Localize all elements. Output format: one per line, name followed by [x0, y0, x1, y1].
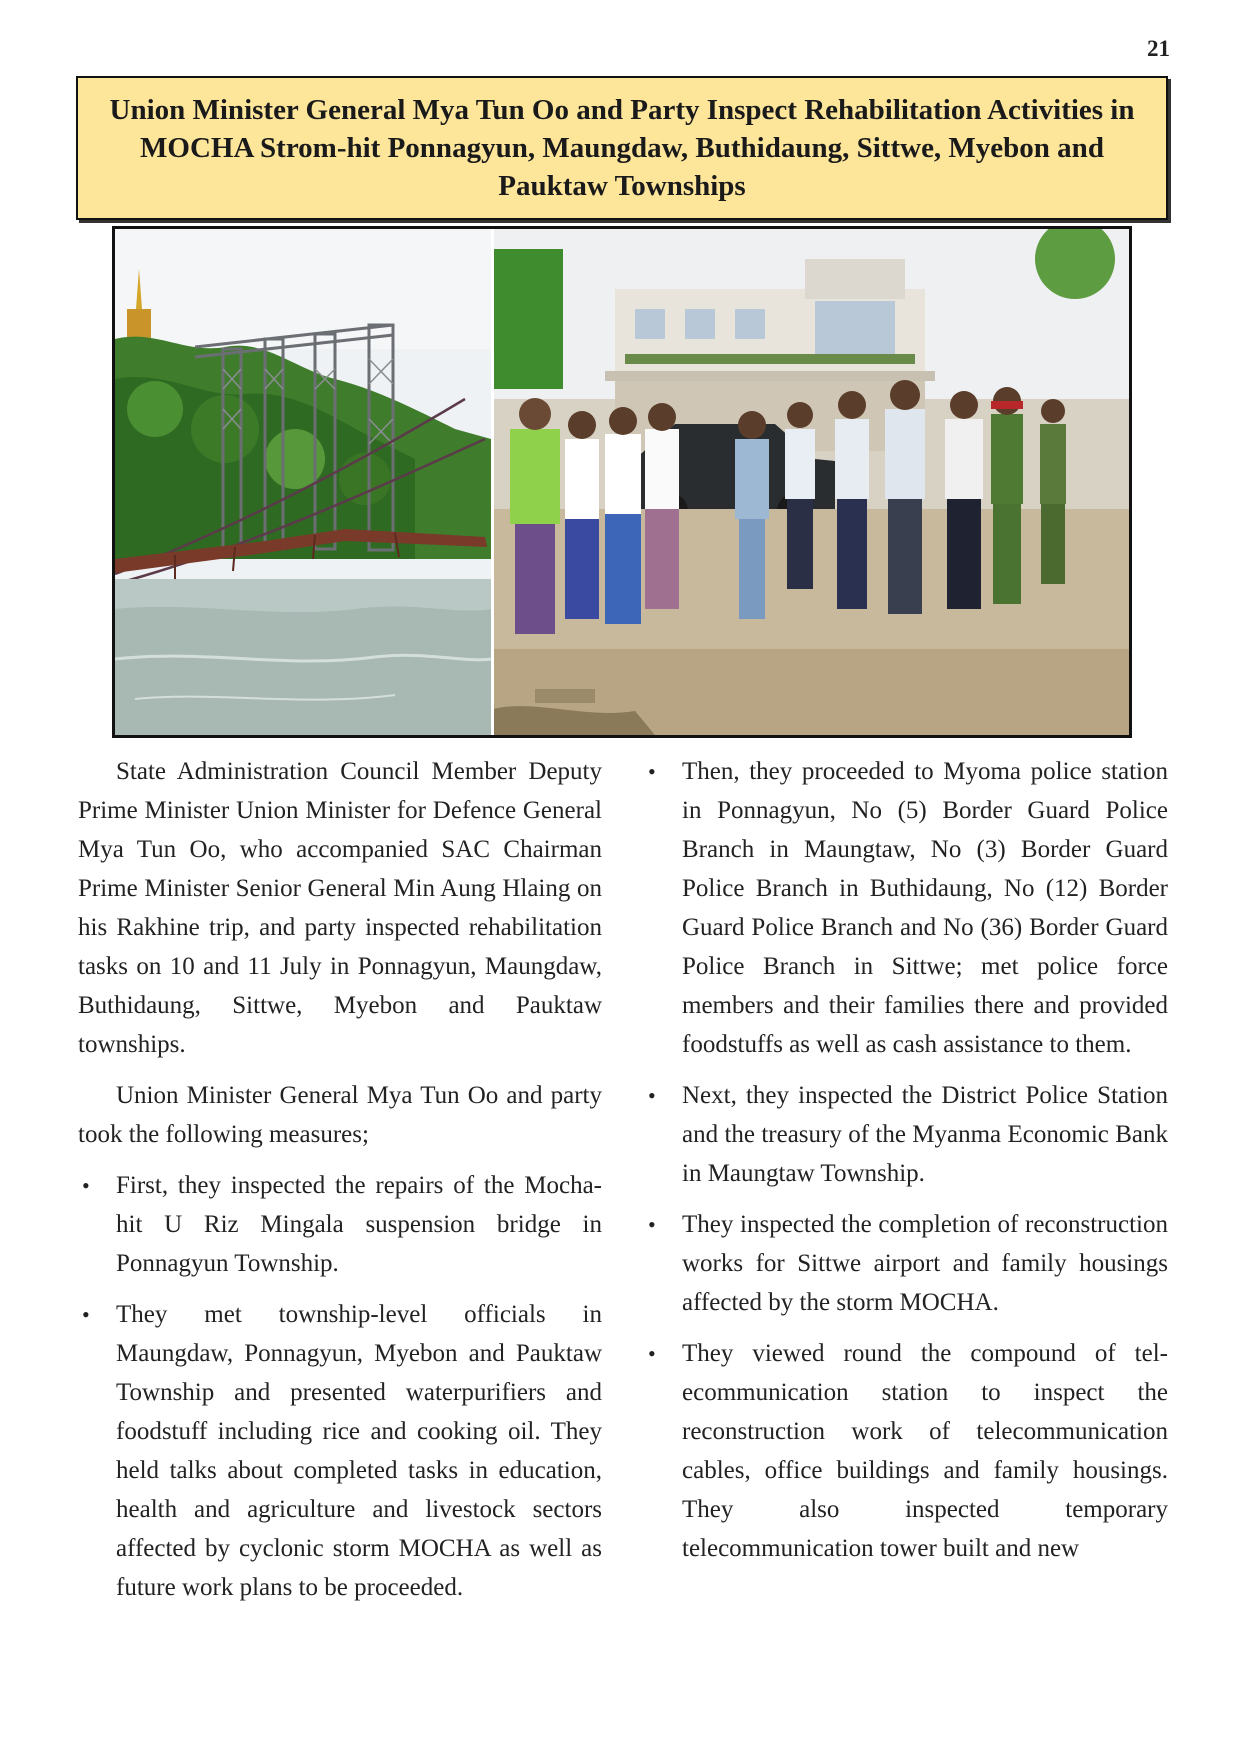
page-number: 21 — [1147, 36, 1170, 61]
list-item: • They inspected the completion of reconstruction works for Sittwe airport and family housings affected by the storm MOCHA. — [644, 1205, 1168, 1322]
list-item: • Next, they inspected the District Police Station and the treasury of the Myanma Economic Bank in Maungtaw Township. — [644, 1076, 1168, 1193]
article-title: Union Minister General Mya Tun Oo and Party Inspect Rehabilitation Activities in MOCHA Strom-hit Ponnagyun, Maungdaw, Buthidaung, Sittwe, Myebon and Pauktaw Townships — [109, 94, 1135, 202]
article-title-box — [76, 76, 1168, 220]
bullet-list — [78, 1166, 602, 1607]
officials-inspection-photo — [493, 229, 1129, 735]
right-column — [644, 752, 1168, 1619]
left-column — [78, 752, 602, 1619]
list-item: • They met township-level officials in Maungdaw, Ponnagyun, Myebon and Pauktaw Township and presented waterpurifiers and foodstuff including rice and cooking oil. They held talks about completed tasks in education, health and agriculture and livestock sectors affected by cyclonic storm MOCHA as well as future work plans to be proceeded. — [78, 1295, 602, 1607]
suspension-bridge-photo — [115, 229, 491, 735]
article-photos — [115, 229, 1129, 735]
list-item: • Then, they proceeded to Myoma police station in Ponnagyun, No (5) Border Guard Police Branch in Maungtaw, No (3) Border Guard Police Branch in Buthidaung, No (12) Border Guard Police Branch and No (36) Border Guard Police Branch in Sittwe; met police force members and their families there and provided foodstuffs as well as cash assistance to them. — [644, 752, 1168, 1064]
paragraph: Union Minister General Mya Tun Oo and party took the following measures; — [78, 1082, 602, 1148]
photo-frame — [112, 226, 1132, 738]
paragraph: State Administration Council Member Deputy Prime Minister Union Minister for Defence General Mya Tun Oo, who accompanied SAC Chairman Prime Minister Senior General Min Aung Hlaing on his Rakhine trip, and party inspected rehabilitation tasks on 10 and 11 July in Ponnagyun, Maungdaw, Buthidaung, Sittwe, Myebon and Pauktaw townships. — [78, 758, 602, 1058]
bullet-list — [644, 752, 1168, 1568]
list-item: • They viewed round the compound of telecommunication station to inspect the reconstruction work of telecommunication cables, office buildings and family housings. They also inspected temporary telecommunication tower built and new — [644, 1334, 1168, 1568]
list-item: • First, they inspected the repairs of the Mocha-hit U Riz Mingala suspension bridge in Ponnagyun Township. — [78, 1166, 602, 1283]
article-body — [78, 752, 1168, 1619]
